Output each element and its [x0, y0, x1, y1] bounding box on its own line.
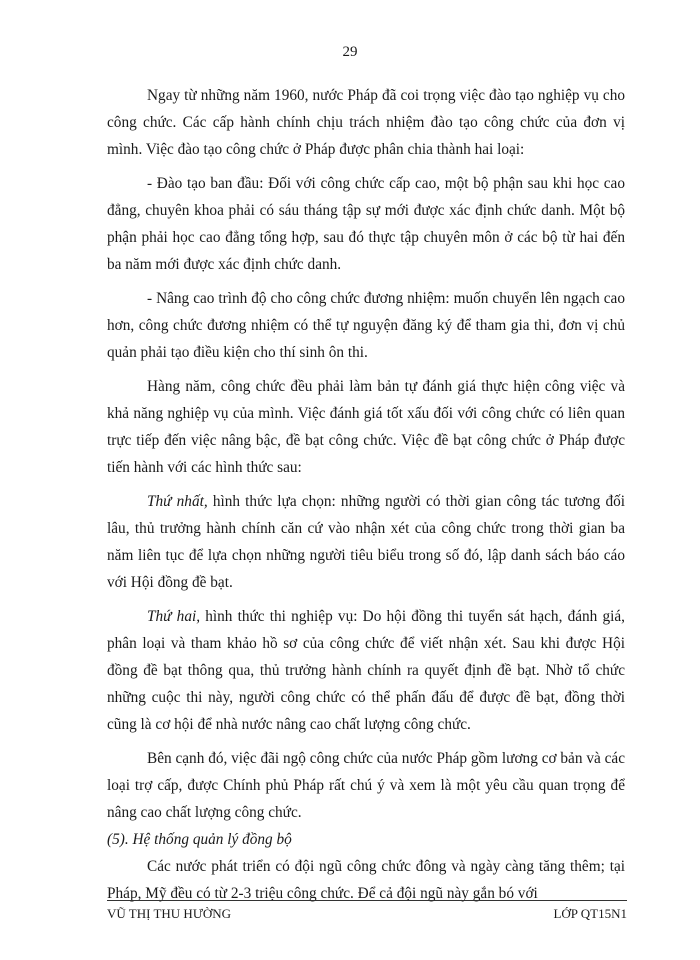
page-number: 29 — [342, 44, 358, 60]
footer-class: LỚP QT15N1 — [553, 906, 627, 921]
paragraph-management-system: Các nước phát triển có đội ngũ công chức đông và ngày càng tăng thêm; tại Pháp, Mỹ đều có từ 2-3 triệu công chức. Để cả đội ngũ này gắn bó với — [107, 858, 625, 902]
paragraph-initial-training: - Đào tạo ban đầu: Đối với công chức cấp cao, một bộ phận sau khi học cao đẳng, chuyên khoa phải có sáu tháng tập sự mới được xác định chức danh. Một bộ phận phải học cao đẳng tổng hợp, sau đó thực tập chuyên môn ở các bộ từ hai đến ba năm mới được xác định chức danh. — [107, 175, 625, 273]
first-form-text: hình thức lựa chọn: những người có thời gian công tác tương đối lâu, thủ trưởng hành chính căn cứ vào nhận xét của công chức trong thời gian ba năm liên tục để lựa chọn những người tiêu biểu trong số đó, lập danh sách báo cáo với Hội đồng đề bạt. — [107, 493, 625, 591]
first-form-lead: Thứ nhất, — [147, 493, 208, 510]
document-body — [107, 82, 625, 907]
paragraph-evaluation: Hàng năm, công chức đều phải làm bản tự đánh giá thực hiện công việc và khả năng nghiệp vụ của mình. Việc đánh giá tốt xấu đối với công chức có liên quan trực tiếp đến việc nâng bậc, đề bạt công chức. Việc đề bạt công chức ở Pháp được tiến hành với các hình thức sau: — [107, 378, 625, 476]
footer-author: VŨ THỊ THU HƯỜNG — [107, 906, 232, 921]
paragraph-intro: Ngay từ những năm 1960, nước Pháp đã coi trọng việc đào tạo nghiệp vụ cho công chức. Các cấp hành chính chịu trách nhiệm đào tạo công chức của đơn vị mình. Việc đào tạo công chức ở Pháp được phân chia thành hai loại: — [107, 87, 625, 158]
paragraph-second-form — [107, 603, 625, 738]
paragraph-first-form — [107, 488, 625, 596]
section-heading: (5). Hệ thống quản lý đồng bộ — [107, 831, 292, 848]
paragraph-compensation: Bên cạnh đó, việc đãi ngộ công chức của nước Pháp gồm lương cơ bản và các loại trợ cấp, được Chính phủ Pháp rất chú ý và xem là một yêu cầu quan trọng để nâng cao chất lượng công chức. — [107, 750, 625, 821]
second-form-text: hình thức thi nghiệp vụ: Do hội đồng thi tuyển sát hạch, đánh giá, phân loại và tham khảo hồ sơ của công chức để viết nhận xét. Sau khi được Hội đồng đề bạt thông qua, thủ trưởng hành chính ra quyết định đề bạt. Nhờ tổ chức những cuộc thi này, người công chức có thể phấn đấu để được đề bạt, đồng thời cũng là cơ hội để nhà nước nâng cao chất lượng công chức. — [107, 608, 625, 733]
footer-divider — [107, 900, 627, 901]
paragraph-advanced-training: - Nâng cao trình độ cho công chức đương nhiệm: muốn chuyển lên ngạch cao hơn, công chức đương nhiệm có thể tự nguyện đăng ký để tham gia thi, đơn vị chủ quản phải tạo điều kiện cho thí sinh ôn thi. — [107, 290, 625, 361]
second-form-lead: Thứ hai, — [147, 608, 201, 625]
